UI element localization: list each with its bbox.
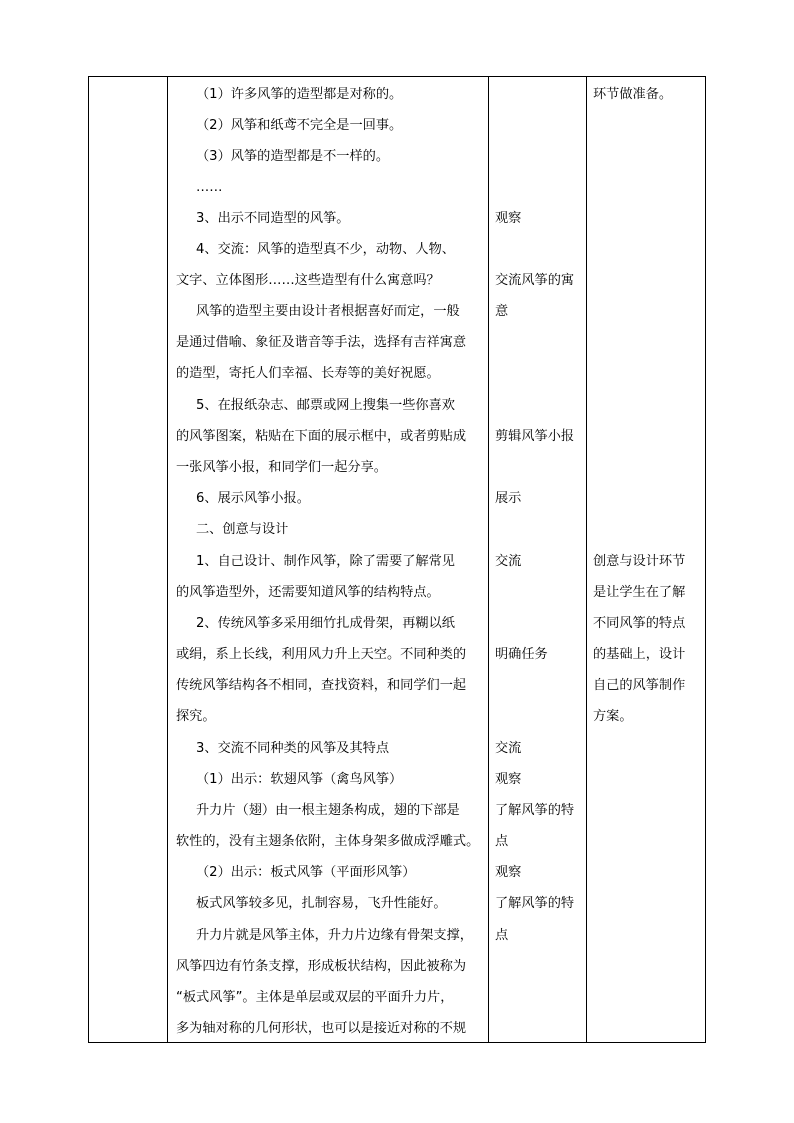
activity-line: 交流 [495, 554, 522, 569]
content-line: 传统风筝结构各不相同，查找资料，和同学们一起 [176, 678, 467, 693]
content-line: 二、创意与设计 [196, 522, 289, 537]
content-line: （2）出示：板式风筝（平面形风筝） [196, 865, 416, 880]
notes-line: 的基础上，设计 [593, 647, 686, 662]
content-line: 1、自己设计、制作风筝，除了需要了解常见 [196, 554, 455, 569]
activity-line: 明确任务 [495, 647, 548, 662]
content-line: 的造型，寄托人们幸福、长寿等的美好祝愿。 [176, 366, 440, 381]
content-line: …… [196, 180, 223, 195]
content-line: 3、出示不同造型的风筝。 [196, 211, 350, 226]
activity-line: 交流风筝的寓 [495, 273, 575, 288]
activity-line: 了解风筝的特 [495, 896, 575, 911]
activity-line: 点 [495, 928, 509, 943]
activity-line: 了解风筝的特 [495, 803, 575, 818]
notes-line: 是让学生在了解 [593, 585, 686, 600]
content-line: 软性的，没有主翅条依附，主体身架多做成浮雕式。 [176, 834, 480, 849]
activity-line: 点 [495, 834, 509, 849]
lesson-plan-table [88, 76, 706, 1043]
content-line: 6、展示风筝小报。 [196, 491, 310, 506]
teaching-content-cell [168, 77, 488, 1042]
activity-line: 剪辑风筝小报 [495, 429, 575, 444]
notes-line: 环节做准备。 [593, 87, 673, 102]
content-line: 的风筝图案，粘贴在下面的展示框中，或者剪贴成 [176, 429, 467, 444]
activity-line: 观察 [495, 865, 522, 880]
activity-line: 观察 [495, 772, 522, 787]
activity-line: 展示 [495, 491, 522, 506]
content-line: （1）许多风筝的造型都是对称的。 [196, 87, 403, 102]
content-line: 3、交流不同种类的风筝及其特点 [196, 741, 390, 756]
activity-line: 观察 [495, 211, 522, 226]
content-line: 的风筝造型外，还需要知道风筝的结构特点。 [176, 585, 440, 600]
content-line: 风筝四边有竹条支撑，形成板状结构，因此被称为 [176, 959, 467, 974]
content-line: 多为轴对称的几何形状，也可以是接近对称的不规 [176, 1021, 467, 1036]
notes-line: 创意与设计环节 [593, 554, 686, 569]
content-line: 文字、立体图形……这些造型有什么寓意吗？ [176, 273, 440, 288]
content-line: “板式风筝”。主体是单层或双层的平面升力片， [176, 990, 454, 1005]
activity-line: 交流 [495, 741, 522, 756]
student-activity-cell [489, 77, 586, 1042]
content-line: 是通过借喻、象征及谐音等手法，选择有吉祥寓意 [176, 335, 467, 350]
content-line: （3）风筝的造型都是不一样的。 [196, 149, 390, 164]
activity-line: 意 [495, 304, 509, 319]
content-line: 风筝的造型主要由设计者根据喜好而定，一般 [196, 304, 460, 319]
notes-line: 方案。 [593, 709, 633, 724]
content-line: 2、传统风筝多采用细竹扎成骨架，再糊以纸 [196, 616, 455, 631]
content-line: 5、在报纸杂志、邮票或网上搜集一些你喜欢 [196, 398, 455, 413]
content-line: 升力片（翅）由一根主翅条构成，翅的下部是 [196, 803, 460, 818]
notes-line: 不同风筝的特点 [593, 616, 686, 631]
content-line: 4、交流：风筝的造型真不少，动物、人物、 [196, 242, 455, 257]
content-line: 探究。 [176, 709, 216, 724]
content-line: 升力片就是风筝主体，升力片边缘有骨架支撑， [196, 928, 473, 943]
content-line: （2）风筝和纸鸢不完全是一回事。 [196, 118, 403, 133]
content-line: 一张风筝小报，和同学们一起分享。 [176, 460, 387, 475]
design-intent-cell [587, 77, 705, 1042]
content-line: 板式风筝较多见，扎制容易，飞升性能好。 [196, 896, 447, 911]
notes-line: 自己的风筝制作 [593, 678, 686, 693]
content-line: （1）出示：软翅风筝（禽鸟风筝） [196, 772, 403, 787]
content-line: 或绢，系上长线，利用风力升上天空。不同种类的 [176, 647, 467, 662]
